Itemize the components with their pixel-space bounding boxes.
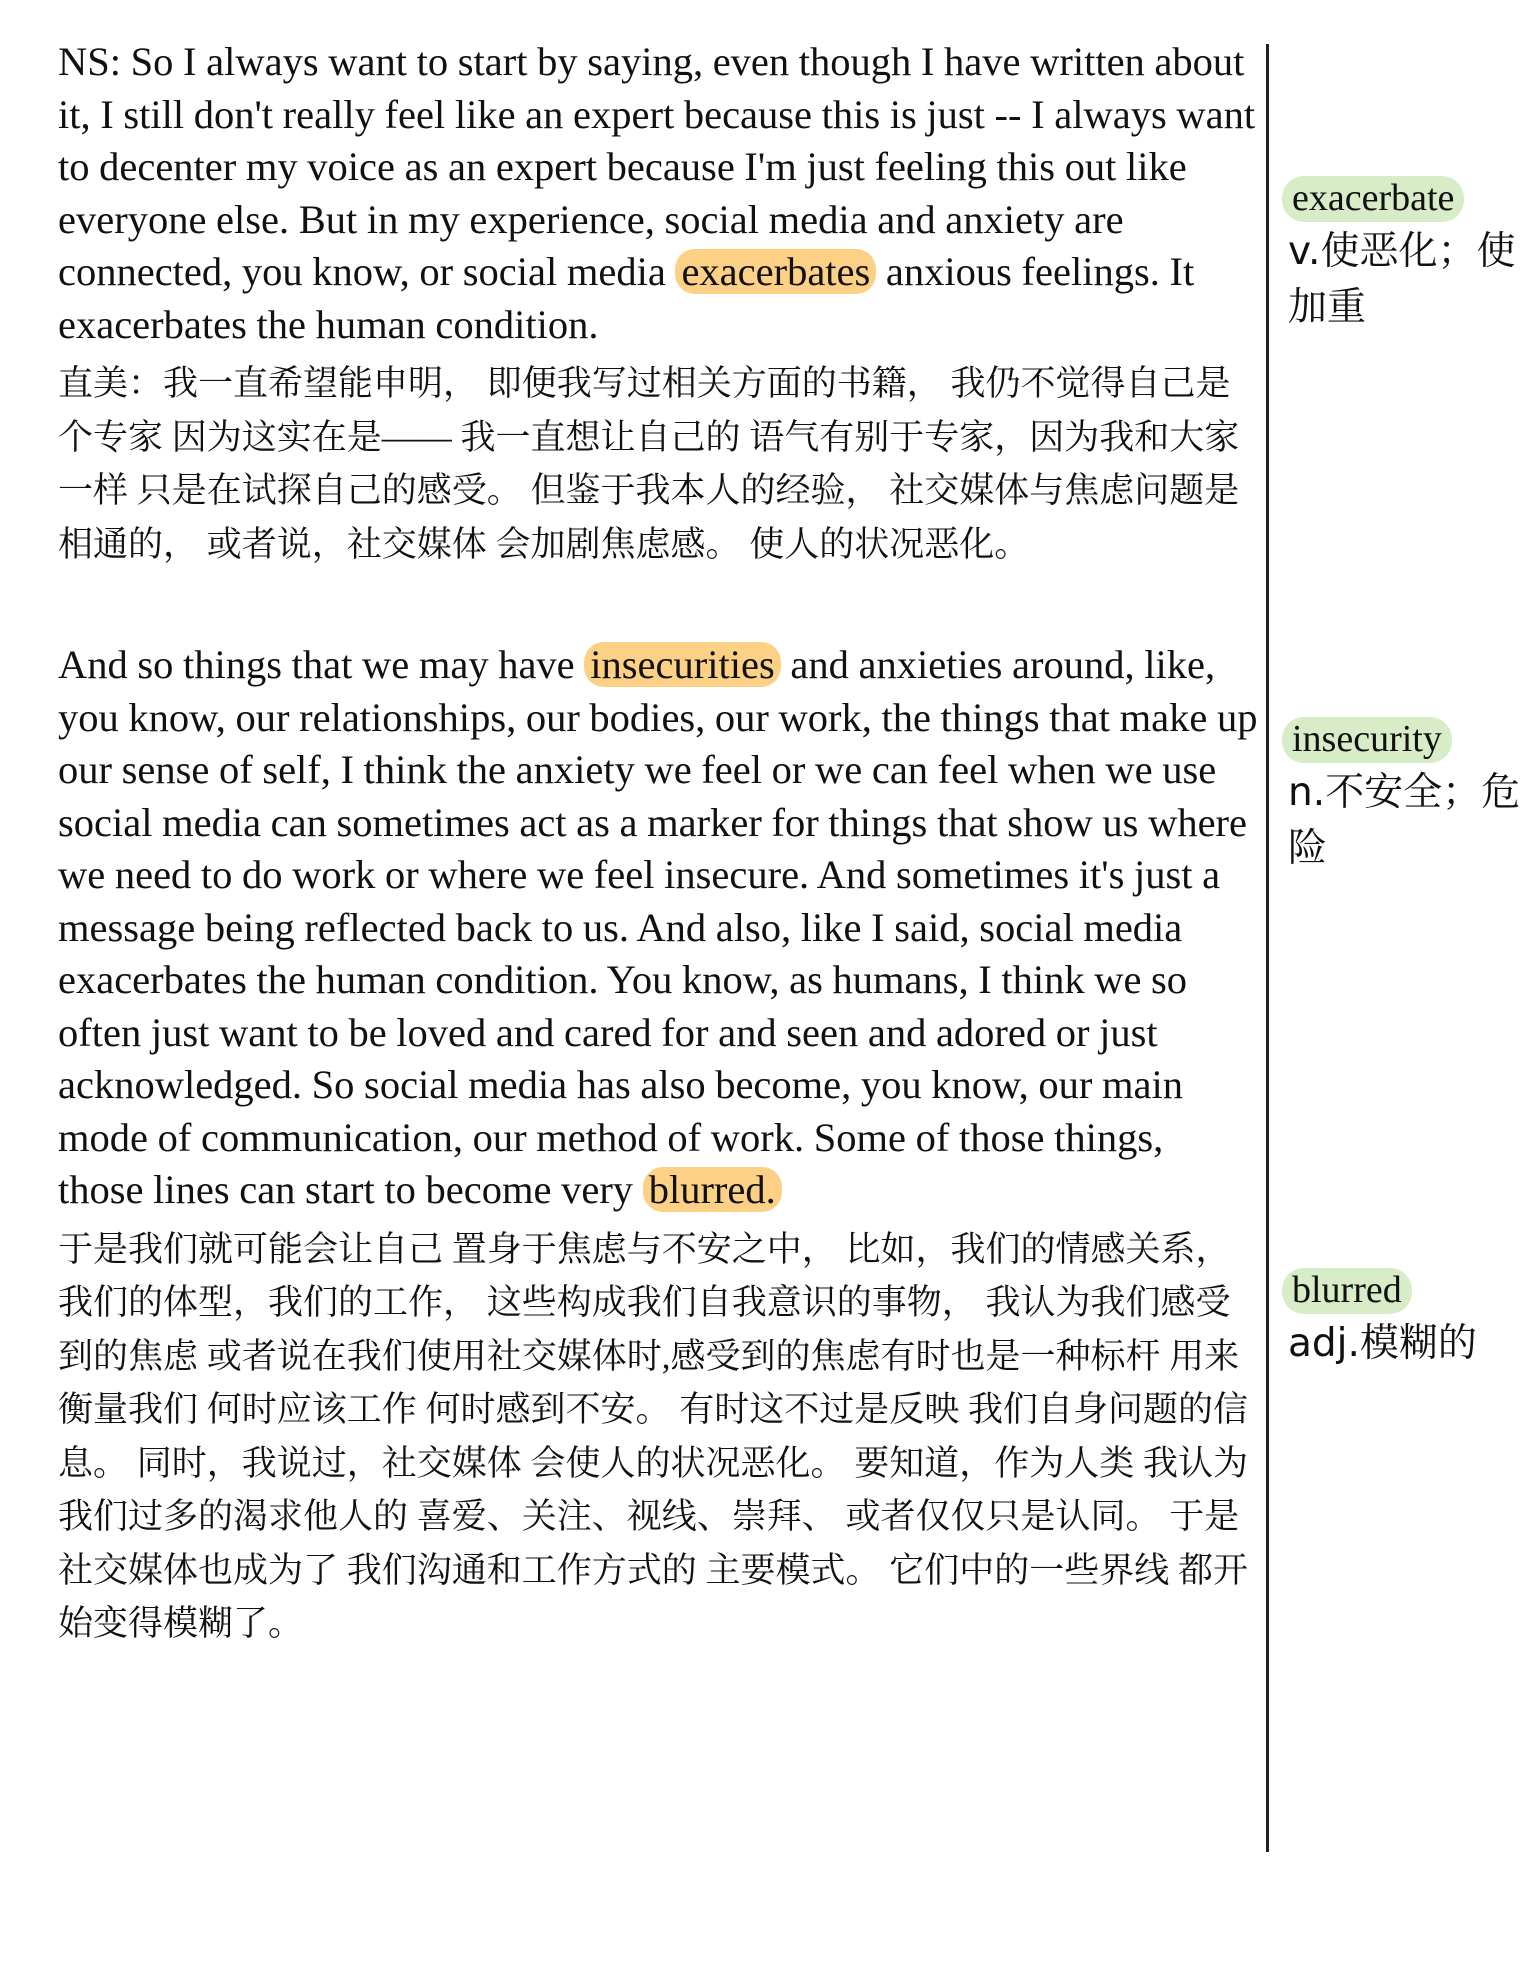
highlighted-word-exacerbates[interactable]: exacerbates [675, 249, 876, 294]
vocab-word: insecurity [1282, 717, 1452, 763]
english-paragraph-2 [58, 639, 1258, 1217]
english-text: and anxieties around, like, you know, our relationships, our bodies, our work, the things that make up our sense of self, I think the anxiety we feel or we can feel when we use social media can sometimes act as a marker for things that show us where we need to do work or where we feel insecure. And sometimes it's just a message being reflected back to us. And also, like I said, social media exacerbates the human condition. You know, as humans, I think we so often just want to be loved and cared for and seen and adored or just acknowledged. So social media has also become, you know, our main mode of communication, our method of work. Some of those things, those lines can start to become very [58, 642, 1258, 1212]
english-text: NS: So I always want to start by saying, even though I have written about it, I still don't really feel like an expert because this is just -- I always want to decenter my voice as an expert because I'm just feeling this out like everyone else. But in my experience, social media and anxiety are connected, you know, or social media [58, 39, 1256, 294]
chinese-paragraph-1: 直美：我一直希望能申明， 即便我写过相关方面的书籍， 我仍不觉得自己是个专家 因为这实在是—— 我一直想让自己的 语气有别于专家，因为我和大家一样 只是在试探自己的感受。 但鉴于我本人的经验， 社交媒体与焦虑问题是相通的， 或者说，社交媒体 会加剧焦虑感。 使人的状况恶化。 [58, 364, 1240, 564]
vocab-word: exacerbate [1282, 176, 1464, 222]
highlighted-word-blurred[interactable]: blurred. [643, 1167, 782, 1212]
english-paragraph-1 [58, 36, 1258, 351]
vocab-definition: adj.模糊的 [1288, 1321, 1477, 1366]
vocab-definition: v.使恶化；使加重 [1288, 229, 1516, 330]
vocab-note-insecurity [1282, 717, 1532, 877]
chinese-paragraph-2: 于是我们就可能会让自己 置身于焦虑与不安之中， 比如，我们的情感关系， 我们的体型，我们的工作， 这些构成我们自我意识的事物， 我认为我们感受到的焦虑 或者说在我们使用社交媒体时,感受到的焦虑有时也是一种标杆 用来衡量我们 何时应该工作 何时感到不安。 有时这不过是反映 我们自身问题的信息。 同时，我说过，社交媒体 会使人的状况恶化。 要知道，作为人类 我认为我们过多的渴求他人的 喜爱、关注、视线、崇拜、 或者仅仅只是认同。 于是社交媒体也成为了 我们沟通和工作方式的 主要模式。 它们中的一些界线 都开始变得模糊了。 [58, 1229, 1249, 1643]
highlighted-word-insecurities[interactable]: insecurities [584, 642, 780, 687]
vocab-note-blurred [1282, 1268, 1532, 1372]
vocab-note-exacerbate [1282, 176, 1532, 336]
english-text: And so things that we may have [58, 642, 575, 687]
vocab-definition: n.不安全；危险 [1288, 770, 1521, 871]
paragraph-gap [58, 571, 1258, 639]
margin-divider [1266, 44, 1269, 1852]
english-text: anxious feelings. It exacerbates the human condition. [58, 249, 1195, 347]
transcript-body [58, 36, 1258, 1651]
vocab-word: blurred [1282, 1268, 1412, 1314]
